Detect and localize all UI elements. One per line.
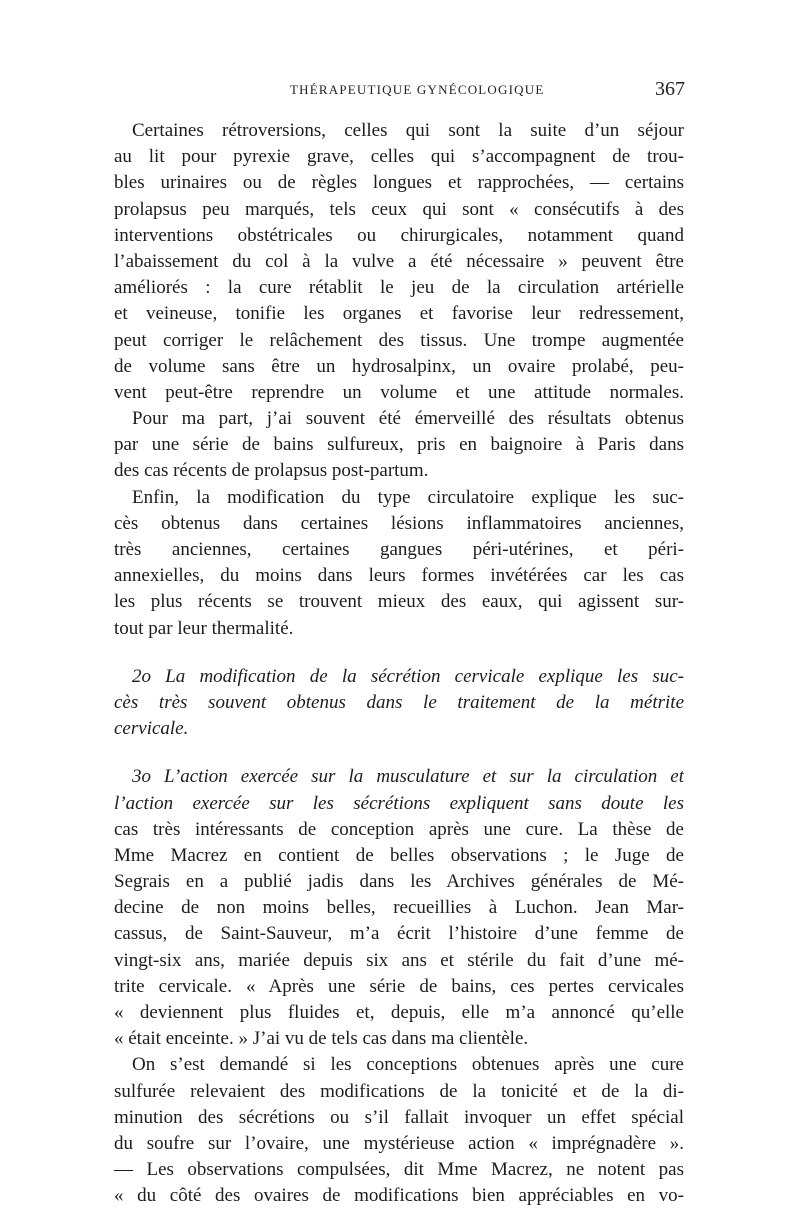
page-number: 367 (655, 78, 685, 100)
text-line: decine de non moins belles, recueillies à Luchon. Jean Mar- (114, 897, 684, 919)
text-line: de volume sans être un hydrosalpinx, un ovaire prolabé, peu- (114, 355, 684, 377)
text-line: très anciennes, certaines gangues péri-utérines, et péri- (114, 539, 684, 560)
text-line: et veineuse, tonifie les organes et favorise leur redressement, (114, 303, 684, 325)
text-line: « était enceinte. » J’ai vu de tels cas dans ma clientèle. (114, 1028, 529, 1050)
text-line: améliorés : la cure rétablit le jeu de la circulation artérielle (114, 277, 684, 299)
text-line: « deviennent plus fluides et, depuis, elle m’a annoncé qu’elle (114, 1002, 684, 1023)
text-line: On s’est demandé si les conceptions obtenues après une cure (132, 1054, 684, 1076)
text-line: 2o La modification de la sécrétion cervicale explique les suc- (132, 665, 684, 687)
text-line: annexielles, du moins dans leurs formes invétérées car les cas (114, 565, 684, 587)
text-line: l’abaissement du col à la vulve a été nécessaire » peuvent être (114, 250, 684, 272)
text-line: 3o L’action exercée sur la musculature et sur la circulation et (132, 766, 684, 788)
text-line: cassus, de Saint-Sauveur, m’a écrit l’histoire d’une femme de (114, 923, 684, 945)
text-line: prolapsus peu marqués, tels ceux qui sont « consécutifs à des (114, 198, 684, 220)
text-line: — Les observations compulsées, dit Mme Macrez, ne notent pas (114, 1159, 684, 1181)
text-line: peut corriger le relâchement des tissus. Une trompe augmentée (114, 329, 684, 351)
text-line: du soufre sur l’ovaire, une mystérieuse action « imprégnadère ». (114, 1132, 684, 1154)
body-text (114, 118, 684, 1210)
text-line: des cas récents de prolapsus post-partum. (114, 460, 429, 482)
text-line: bles urinaires ou de règles longues et rapprochées, — certains (114, 172, 684, 194)
text-line: cas très intéressants de conception après une cure. La thèse de (114, 818, 684, 840)
text-line: cès obtenus dans certaines lésions inflammatoires anciennes, (114, 512, 684, 534)
text-line: minution des sécrétions ou s’il fallait invoquer un effet spécial (114, 1106, 684, 1128)
text-line: Enfin, la modification du type circulatoire explique les suc- (132, 486, 684, 508)
text-line: trite cervicale. « Après une série de bains, ces pertes cervicales (114, 975, 684, 997)
text-line: l’action exercée sur les sécrétions expliquent sans doute les (114, 792, 684, 814)
running-title: THÉRAPEUTIQUE GYNÉCOLOGIQUE (290, 82, 545, 97)
text-line: Certaines rétroversions, celles qui sont la suite d’un séjour (132, 120, 684, 141)
text-line: vent peut-être reprendre un volume et une attitude normales. (114, 381, 684, 403)
text-line: Pour ma part, j’ai souvent été émerveillé des résultats obtenus (132, 408, 684, 430)
text-line: au lit pour pyrexie grave, celles qui s’accompagnent de trou- (114, 146, 684, 168)
text-line: sulfurée relevaient des modifications de la tonicité et de la di- (114, 1080, 684, 1102)
text-line: tout par leur thermalité. (114, 617, 294, 639)
text-line: Mme Macrez en contient de belles observations ; le Juge de (114, 844, 684, 866)
text-line: cès très souvent obtenus dans le traitement de la métrite (114, 691, 684, 713)
text-line: « du côté des ovaires de modifications bien appréciables en vo- (114, 1185, 684, 1207)
text-line: vingt-six ans, mariée depuis six ans et stérile du fait d’une mé- (114, 949, 684, 971)
page-header (115, 78, 685, 102)
text-line: cervicale. (114, 718, 189, 740)
text-line: par une série de bains sulfureux, pris en baignoire à Paris dans (114, 434, 684, 456)
text-line: les plus récents se trouvent mieux des eaux, qui agissent sur- (114, 591, 684, 613)
text-line: interventions obstétricales ou chirurgicales, notamment quand (114, 224, 684, 246)
text-line: Segrais en a publié jadis dans les Archives générales de Mé- (114, 871, 684, 893)
